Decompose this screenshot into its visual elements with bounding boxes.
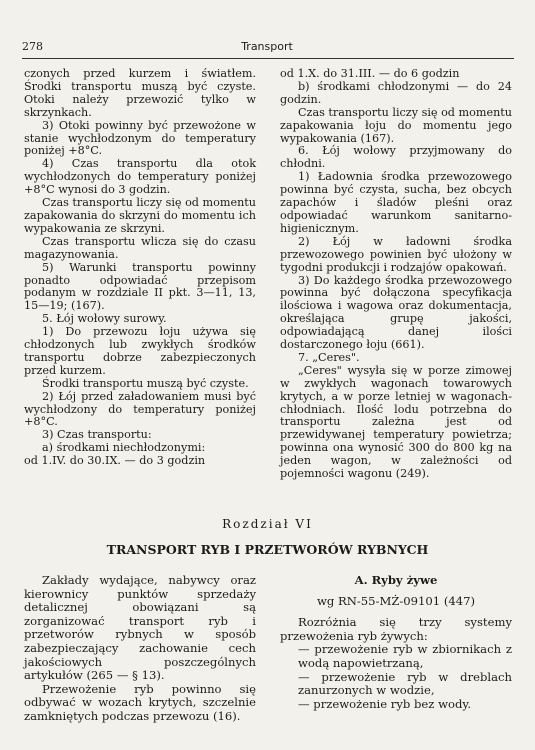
chapter-heading: Rozdział VI	[222, 517, 313, 531]
page-number: 278	[22, 40, 43, 53]
paragraph: od 1.IV. do 30.IX. — do 3 godzin	[24, 454, 206, 468]
page-header	[22, 38, 512, 56]
paragraph: a) środkami niechłodzonymi:	[42, 441, 206, 455]
header-rule	[22, 58, 514, 59]
subsection-heading: 5. Łój wołowy surowy.	[42, 312, 167, 326]
right-column	[280, 68, 512, 481]
right-column-lower	[280, 574, 512, 711]
paragraph: 4) Czas transportu dla otok wychłodzonych do temperatury poniżej +8°C wynosi do 3 godzin.	[24, 157, 256, 197]
paragraph: Rozróżnia się trzy systemy przewożenia ryb żywych:	[280, 615, 512, 643]
left-column	[24, 68, 256, 468]
paragraph: Przewożenie ryb powinno się odbywać w wozach krytych, szczelnie zamkniętych podczas przewozu (16).	[24, 681, 256, 723]
paragraph: 1) Ładownia środka przewozowego powinna być czysta, sucha, bez obcych zapachów i śladów pleśni oraz odpowiadać warunkom sanitarno-higienicznym.	[280, 170, 512, 235]
list-item: — przewożenie ryb w zbiornikach z wodą napowietrzaną,	[298, 642, 512, 670]
paragraph: Czas transportu wlicza się do czasu magazynowania.	[24, 234, 256, 261]
paragraph: 2) Łój przed załadowaniem musi być wychłodzony do temperatury poniżej +8°C.	[24, 389, 256, 429]
paragraph: 3) Otoki powinny być przewożone w stanie wychłodzonym do temperatury poniżej +8°C.	[24, 118, 256, 158]
paragraph: 1) Do przewozu łoju używa się chłodzonych lub zwykłych środków transportu dobrze zabezpieczonych przed kurzem.	[24, 325, 256, 377]
paragraph: Środki transportu muszą być czyste.	[42, 376, 249, 390]
paragraph: „Ceres" wysyła się w porze zimowej w zwykłych wagonach towarowych krytych, a w porze letniej w wagonach-chłodniach. Ilość lodu potrzebna do transportu zależna jest od przewidywanej temperatury powietrza; powinna ona wynosić 300 do 800 kg na jeden wagon, w zależności od pojemności wagonu (249).	[280, 363, 512, 481]
paragraph: 5) Warunki transportu powinny ponadto odpowiadać przepisom podanym w rozdziale II pkt. 3—11, 13, 15—19; (167).	[24, 260, 256, 313]
paragraph: od 1.X. do 31.III. — do 6 godzin	[280, 67, 460, 80]
subsection-heading: A. Ryby żywe	[354, 573, 438, 587]
list-item: — przewożenie ryb w dreblach zanurzonych w wodzie,	[298, 669, 512, 698]
section-title: TRANSPORT RYB I PRZETWORÓW RYBNYCH	[106, 542, 429, 557]
paragraph: Zakłady wydające, nabywcy oraz kierownicy punktów sprzedaży detalicznej obowiązani są zorganizować transport ryb i przetworów rybnych w sposób zabezpieczający zachowanie cech jakościowych poszczególnych artykułów (265 — § 13).	[24, 573, 256, 683]
subsection-heading: 6. Łój wołowy przyjmowany do chłodni.	[280, 144, 512, 171]
left-column-lower	[24, 574, 256, 724]
subsection-heading: 7. „Ceres".	[298, 350, 360, 364]
running-title: Transport	[241, 40, 293, 53]
list-item: — przewożenie ryb bez wody.	[298, 696, 472, 711]
paragraph: 2) Łój w ładowni środka przewozowego powinien być ułożony w tygodni produkcji i rodzajów opakowań.	[280, 234, 512, 274]
paragraph: b) środkami chłodzonymi — do 24 godzin.	[280, 79, 512, 106]
paragraph: Czas transportu liczy się od momentu zapakowania do skrzyni do momentu ich wypakowania ze skrzyni.	[24, 196, 257, 235]
paragraph: 3) Czas transportu:	[42, 428, 152, 442]
standard-reference: wg RN-55-MŻ-09101 (447)	[316, 593, 476, 608]
paragraph: czonych przed kurzem i światłem. Środki transportu muszą być czyste. Otoki należy przewozić tylko w skrzynkach.	[24, 67, 256, 119]
paragraph: Czas transportu liczy się od momentu zapakowania łoju do momentu jego wypakowania (167).	[280, 105, 513, 145]
paragraph: 3) Do każdego środka przewozowego powinna być dołączona specyfikacja ilościowa i wagowa oraz dokumentacja, określająca grupę jakości, odpowiadającą danej ilości dostarczonego łoju (661).	[280, 273, 512, 352]
